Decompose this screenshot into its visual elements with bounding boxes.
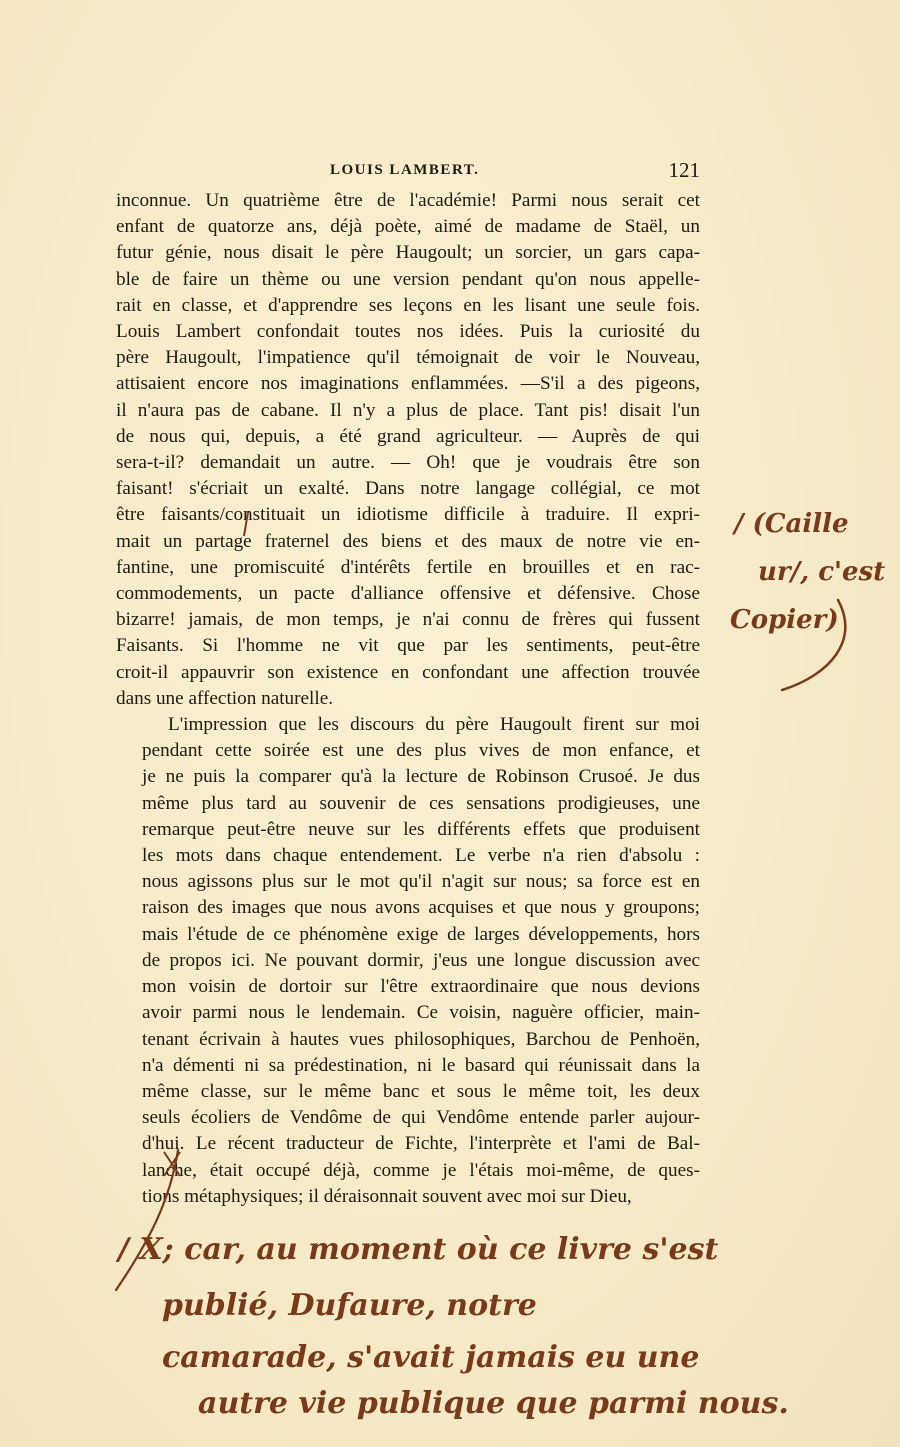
text-line: de propos ici. Ne pouvant dormir, j'eus une longue discussion avec: [142, 949, 700, 971]
text-line: tions métaphysiques; il déraisonnait souvent avec moi sur Dieu,: [142, 1185, 632, 1207]
page-header: [116, 158, 700, 188]
margin-note-line: / (Caille: [734, 509, 849, 539]
footer-note-line: publié, Dufaure, notre: [162, 1288, 537, 1323]
footer-note-line: camarade, s'avait jamais eu une: [162, 1340, 700, 1375]
handwritten-margin-note: [728, 505, 888, 695]
text-line: avoir parmi nous le lendemain. Ce voisin, naguère officier, main-: [142, 1002, 700, 1024]
text-line: futur génie, nous disait le père Haugoult; un sorcier, un gars capa-: [116, 242, 700, 264]
text-line: inconnue. Un quatrième être de l'académie! Parmi nous serait cet: [116, 190, 700, 211]
paragraph: [116, 188, 700, 712]
margin-note-line: Copier): [730, 605, 839, 635]
text-line: L'impression que les discours du père Haugoult firent sur moi: [168, 714, 700, 736]
text-line: mon voisin de dortoir sur l'être extraordinaire que nous devions: [142, 976, 700, 998]
text-line: commodements, un pacte d'alliance offensive et défensive. Chose: [116, 583, 700, 605]
text-line: remarque peut-être neuve sur les différents effets que produisent: [142, 818, 700, 840]
text-line: il n'aura pas de cabane. Il n'y a plus de place. Tant pis! disait l'un: [116, 399, 700, 421]
text-line: fantine, une promiscuité d'intérêts fertile en brouilles et en rac-: [116, 556, 700, 578]
handwritten-footer-note: [118, 1230, 838, 1430]
text-line: croit-il appauvrir son existence en confondant une affection trouvée: [116, 661, 700, 683]
text-line: pendant cette soirée est une des plus vives de mon enfance, et: [142, 740, 700, 762]
text-line: père Haugoult, l'impatience qu'il témoignait de voir le Nouveau,: [116, 347, 700, 369]
text-line: dans une affection naturelle.: [116, 687, 334, 709]
text-line: les mots dans chaque entendement. Le verbe n'a rien d'absolu :: [142, 845, 700, 867]
text-line: être faisants/constituait un idiotisme difficile à traduire. Il expri-: [116, 504, 700, 526]
text-line: faisant! s'écriait un exalté. Dans notre langage collégial, ce mot: [116, 478, 700, 500]
text-line: rait en classe, et d'apprendre ses leçons en les lisant une seule fois.: [116, 294, 700, 316]
text-line: lanche, était occupé déjà, comme je l'étais moi-même, de ques-: [142, 1159, 700, 1181]
text-line: je ne puis la comparer qu'à la lecture de Robinson Crusoé. Je dus: [142, 766, 700, 788]
running-title: LOUIS LAMBERT.: [330, 162, 480, 178]
text-line: Louis Lambert confondait toutes nos idées. Puis la curiosité du: [116, 321, 700, 343]
text-line: enfant de quatorze ans, déjà poète, aimé de madame de Staël, un: [116, 216, 700, 238]
text-line: d'hui. Le récent traducteur de Fichte, l'interprète et l'ami de Bal-: [142, 1133, 700, 1155]
text-line: attisaient encore nos imaginations enflammées. —S'il a des pigeons,: [116, 373, 700, 395]
text-line: même classe, sur le même banc et sous le même toit, les deux: [142, 1080, 700, 1102]
text-line: mait un partage fraternel des biens et des maux de notre vie en-: [116, 530, 700, 552]
page-number: 121: [668, 158, 700, 182]
text-line: n'a démenti ni sa prédestination, ni le basard qui réunissait dans la: [142, 1054, 700, 1076]
footer-note-line: autre vie publique que parmi nous.: [198, 1386, 789, 1421]
margin-note-line: ur/, c'est: [758, 557, 886, 587]
text-line: même plus tard au souvenir de ces sensations prodigieuses, une: [142, 792, 700, 814]
text-line: de nous qui, depuis, a été grand agriculteur. — Auprès de qui: [116, 425, 700, 447]
paragraph: [116, 712, 700, 1210]
footer-note-line: / X; car, au moment où ce livre s'est: [118, 1232, 719, 1267]
text-line: tenant écrivain à hautes vues philosophiques, Barchou de Penhoën,: [142, 1028, 700, 1050]
text-line: raison des images que nous avons acquises et que nous y groupons;: [142, 897, 700, 919]
text-line: bizarre! jamais, de mon temps, je n'ai connu de frères qui fussent: [116, 609, 700, 631]
text-line: seuls écoliers de Vendôme de qui Vendôme entende parler aujour-: [142, 1107, 700, 1129]
text-line: ble de faire un thème ou une version pendant qu'on nous appelle-: [116, 268, 700, 290]
text-line: sera-t-il? demandait un autre. — Oh! que je voudrais être son: [116, 452, 700, 474]
text-line: mais l'étude de ce phénomène exige de larges développements, hors: [142, 923, 700, 945]
text-line: nous agissons plus sur le mot qu'il n'agit sur nous; sa force est en: [142, 871, 700, 893]
body-text: [116, 188, 700, 1210]
text-line: Faisants. Si l'homme ne vit que par les sentiments, peut-être: [116, 635, 700, 657]
